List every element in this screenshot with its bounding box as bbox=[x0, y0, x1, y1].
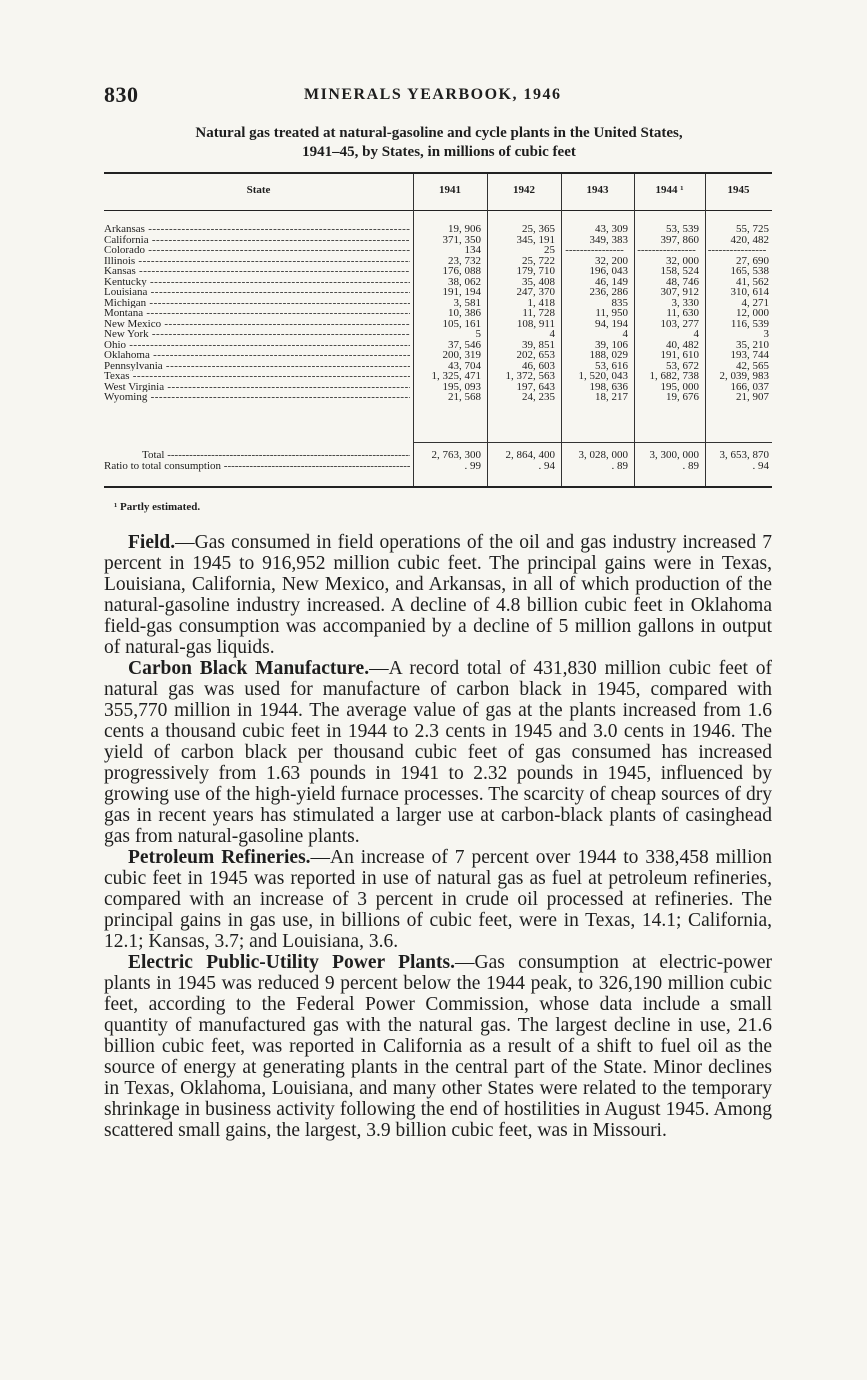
column-1941 bbox=[413, 224, 481, 403]
table-cell: 179, 710 bbox=[516, 265, 555, 277]
table-cell: 19, 676 bbox=[666, 391, 699, 403]
paragraph-text: —An increase of 7 percent over 1944 to 338,458 million cubic feet in 1945 was reported in use of natural gas as fuel at petroleum refineries, compared with an increase of 3 percent in crude oil processed at refineries. The principal gains in gas use, in billions of cubic feet, were in Texas, 14.1; California, 12.1; Kansas, 3.7; and Louisiana, 3.6. bbox=[104, 847, 772, 952]
table-top-rule bbox=[104, 172, 772, 174]
table-cell: 176, 088 bbox=[442, 265, 481, 277]
state-label: Michigan ----- bbox=[104, 298, 410, 309]
state-label: West Virginia ----- bbox=[104, 382, 410, 393]
table-cell: 24, 235 bbox=[522, 391, 555, 403]
table-cell: 247, 370 bbox=[516, 286, 555, 298]
table-cell: 42, 565 bbox=[736, 359, 769, 372]
table-cell: 11, 728 bbox=[522, 307, 555, 319]
table-cell: 35, 408 bbox=[522, 275, 555, 288]
table-cell: 197, 643 bbox=[516, 380, 555, 393]
table-cell: 2, 039, 983 bbox=[719, 370, 769, 382]
table-cell: 105, 161 bbox=[442, 317, 481, 330]
table-cell: 35, 210 bbox=[736, 338, 769, 351]
page-header bbox=[104, 82, 772, 112]
state-label: Louisiana ----- bbox=[104, 287, 410, 298]
total-label: Total ----- bbox=[104, 450, 410, 461]
table-cell: 25, 365 bbox=[522, 223, 555, 235]
table-cell: 188, 029 bbox=[589, 349, 628, 361]
table-cell: 202, 653 bbox=[516, 349, 555, 361]
table-cell: 1, 325, 471 bbox=[431, 370, 481, 382]
total-cell: 2, 763, 300 bbox=[431, 449, 481, 461]
table-cell: 10, 386 bbox=[448, 307, 481, 319]
table-cell: 5 bbox=[475, 328, 481, 340]
header-1943: 1943 bbox=[586, 184, 609, 196]
paragraph-carbon-black bbox=[104, 658, 772, 847]
paragraph-heading: Field. bbox=[128, 532, 176, 553]
table-caption bbox=[104, 124, 774, 162]
table-cell-empty: ---------------- bbox=[565, 245, 624, 256]
totals-1942 bbox=[487, 450, 555, 471]
table-cell: 53, 616 bbox=[595, 359, 628, 372]
total-cell: 3, 653, 870 bbox=[719, 449, 769, 461]
table-cell: 43, 704 bbox=[448, 359, 481, 372]
table-caption-line-2: 1941–45, by States, in millions of cubic feet bbox=[302, 144, 576, 160]
state-label: Arkansas ----- bbox=[104, 224, 410, 235]
table-cell: 53, 672 bbox=[666, 359, 699, 372]
paragraph-field bbox=[104, 532, 772, 658]
table-header-rule bbox=[104, 210, 772, 211]
table-cell: 39, 851 bbox=[522, 338, 555, 351]
paragraph-electric-utility bbox=[104, 952, 772, 1141]
table-cell: 193, 744 bbox=[730, 349, 769, 361]
column-1943 bbox=[561, 224, 628, 403]
table-cell: 4 bbox=[622, 328, 628, 340]
body-text bbox=[104, 532, 772, 1141]
table-cell: 397, 860 bbox=[660, 233, 699, 246]
state-label: Oklahoma ----- bbox=[104, 350, 410, 361]
table-cell: 53, 539 bbox=[666, 223, 699, 235]
table-cell: 3, 581 bbox=[453, 296, 481, 309]
state-label: Texas ----- bbox=[104, 371, 410, 382]
total-cell: 3, 028, 000 bbox=[578, 449, 628, 461]
table-cell: 310, 614 bbox=[730, 286, 769, 298]
state-label: California ----- bbox=[104, 235, 410, 246]
table-cell: 236, 286 bbox=[589, 286, 628, 298]
table-cell: 11, 630 bbox=[666, 307, 699, 319]
state-label: Wyoming ----- bbox=[104, 392, 410, 403]
table-cell: 371, 350 bbox=[442, 233, 481, 246]
table-cell: 198, 636 bbox=[589, 380, 628, 393]
total-cell: 2, 864, 400 bbox=[505, 449, 555, 461]
table-cell: 4, 271 bbox=[741, 296, 769, 309]
table-cell: 158, 524 bbox=[660, 265, 699, 277]
table-cell: 116, 539 bbox=[730, 317, 769, 330]
table-cell: 349, 383 bbox=[589, 233, 628, 246]
table-cell: 46, 149 bbox=[595, 275, 628, 288]
table-cell: 1, 520, 043 bbox=[578, 370, 628, 382]
table-cell: 1, 682, 738 bbox=[649, 370, 699, 382]
paragraph-petroleum-refineries bbox=[104, 847, 772, 952]
table-cell: 32, 200 bbox=[595, 254, 628, 267]
column-1942 bbox=[487, 224, 555, 403]
table-cell-empty: ---------------- bbox=[707, 245, 767, 256]
table-cell: 94, 194 bbox=[595, 317, 628, 330]
state-label: Montana ----- bbox=[104, 308, 410, 319]
table-cell: 27, 690 bbox=[736, 254, 769, 267]
table-cell: 1, 418 bbox=[527, 296, 555, 309]
table-cell: 37, 546 bbox=[448, 338, 481, 351]
table-cell: 3, 330 bbox=[671, 296, 699, 309]
table-cell: 21, 907 bbox=[736, 391, 769, 403]
table-cell: 165, 538 bbox=[730, 265, 769, 277]
table-cell-empty: ---------------- bbox=[637, 245, 696, 256]
table-cell: 41, 562 bbox=[736, 275, 769, 288]
state-label: Colorado ----- bbox=[104, 245, 410, 256]
header-1941: 1941 bbox=[439, 184, 461, 196]
paragraph-heading: Electric Public-Utility Power Plants. bbox=[128, 952, 455, 973]
totals-1943 bbox=[561, 450, 628, 471]
table-cell: 307, 912 bbox=[660, 286, 699, 298]
table-cell: 1, 372, 563 bbox=[505, 370, 555, 382]
header-1944: 1944 ¹ bbox=[655, 184, 684, 196]
ratio-cell: . 89 bbox=[611, 459, 628, 472]
state-label: Kentucky ----- bbox=[104, 277, 410, 288]
column-1944 bbox=[634, 224, 699, 403]
state-label: Illinois ----- bbox=[104, 256, 410, 267]
table-cell: 4 bbox=[693, 328, 699, 340]
table-cell: 191, 610 bbox=[660, 349, 699, 361]
table-cell: 108, 911 bbox=[516, 317, 555, 330]
totals-1944 bbox=[634, 450, 699, 471]
table-cell: 195, 000 bbox=[660, 380, 699, 393]
table-cell: 40, 482 bbox=[666, 338, 699, 351]
table-cell: 191, 194 bbox=[442, 286, 481, 298]
state-label: New York ----- bbox=[104, 329, 410, 340]
table-cell: 19, 906 bbox=[448, 223, 481, 235]
state-label: Pennsylvania ----- bbox=[104, 361, 410, 372]
paragraph-text: —A record total of 431,830 million cubic feet of natural gas was used for manufacture of carbon black in 1945, compared with 355,770 million in 1944. The average value of gas at the plants increased from 1.6 cents a thousand cubic feet in 1944 to 2.3 cents in 1945 and 3.0 cents in 1946. The yield of carbon black per thousand cubic feet of gas consumed has increased progressively from 1.63 pounds in 1941 to 2.32 pounds in 1945, influenced by growing use of the high-yield furnace processes. The scarcity of cheap sources of dry gas in recent years has stimulated a larger use at carbon-black plants of casinghead gas from natural-gasoline plants. bbox=[104, 658, 772, 847]
paragraph-text: —Gas consumption at electric-power plants in 1945 was reduced 9 percent below the 1944 peak, to 326,190 million cubic feet, according to the Federal Power Commission, whose data include a small quantity of manufactured gas with the natural gas. The largest decline in use, 21.6 billion cubic feet, was reported in California as a result of a shift to fuel oil as the source of energy at generating plants in the central part of the State. Minor declines in Texas, Oklahoma, Louisiana, and many other States were related to the temporary shrinkage in business activity following the end of hostilities in August 1945. Among scattered small gains, the largest, 3.9 billion cubic feet, was in Missouri. bbox=[104, 952, 772, 1141]
table-cell: 4 bbox=[549, 328, 555, 340]
table-cell: 55, 725 bbox=[736, 223, 769, 235]
state-label: New Mexico ----- bbox=[104, 319, 410, 330]
table-cell: 195, 093 bbox=[442, 380, 481, 393]
totals-labels bbox=[104, 450, 410, 472]
header-state: State bbox=[246, 184, 271, 196]
table-cell: 23, 732 bbox=[448, 254, 481, 267]
paragraph-heading: Petroleum Refineries. bbox=[128, 847, 311, 868]
paragraph-text: —Gas consumed in field operations of the oil and gas industry increased 7 percent in 1945 to 916,952 million cubic feet. The principal gains were in Texas, Louisiana, California, New Mexico, and Arkansas, in all of which production of the natural-gasoline industry increased. A decline of 4.8 billion cubic feet in Oklahoma field-gas consumption was accompanied by a decline of 5 million gallons in output of natural-gas liquids. bbox=[104, 532, 772, 658]
ratio-cell: . 94 bbox=[752, 459, 769, 472]
header-1945: 1945 bbox=[727, 184, 750, 196]
table-cell: 134 bbox=[464, 244, 481, 256]
table-cell: 196, 043 bbox=[589, 265, 628, 277]
table-cell: 25, 722 bbox=[522, 254, 555, 267]
totals-rule bbox=[413, 442, 772, 443]
table-cell: 46, 603 bbox=[522, 359, 555, 372]
table-footnote: ¹ Partly estimated. bbox=[114, 501, 201, 513]
table-cell: 103, 277 bbox=[660, 317, 699, 330]
ratio-cell: . 99 bbox=[464, 459, 481, 472]
table-cell: 48, 746 bbox=[666, 275, 699, 288]
ratio-label: Ratio to total consumption ----- bbox=[104, 461, 410, 472]
table-cell: 12, 000 bbox=[736, 307, 769, 319]
table-bottom-rule bbox=[104, 486, 772, 488]
state-label: Kansas ----- bbox=[104, 266, 410, 277]
totals-1941 bbox=[413, 450, 481, 471]
table-caption-line-1: Natural gas treated at natural-gasoline and cycle plants in the United States, bbox=[195, 125, 683, 141]
table-cell: 43, 309 bbox=[595, 223, 628, 235]
table-cell: 38, 062 bbox=[448, 275, 481, 288]
table-cell: 11, 950 bbox=[595, 307, 628, 319]
data-table bbox=[104, 170, 772, 490]
total-cell: 3, 300, 000 bbox=[649, 449, 699, 461]
table-cell: 835 bbox=[611, 296, 628, 309]
state-column bbox=[104, 224, 410, 403]
ratio-cell: . 89 bbox=[682, 459, 699, 472]
table-cell: 345, 191 bbox=[516, 233, 555, 246]
running-head: MINERALS YEARBOOK, 1946 bbox=[304, 86, 562, 103]
table-cell: 32, 000 bbox=[666, 254, 699, 267]
table-cell: 18, 217 bbox=[595, 391, 628, 403]
table-cell: 420, 482 bbox=[730, 233, 769, 246]
paragraph-heading: Carbon Black Manufacture. bbox=[128, 658, 370, 679]
column-1945 bbox=[705, 224, 769, 403]
table-cell: 166, 037 bbox=[730, 380, 769, 393]
table-cell: 200, 319 bbox=[442, 349, 481, 361]
table-cell: 21, 568 bbox=[448, 391, 481, 403]
table-cell: 39, 106 bbox=[595, 338, 628, 351]
table-cell: 3 bbox=[763, 328, 769, 340]
state-label: Ohio ----- bbox=[104, 340, 410, 351]
header-1942: 1942 bbox=[513, 184, 535, 196]
totals-1945 bbox=[705, 450, 769, 471]
ratio-cell: . 94 bbox=[538, 459, 555, 472]
page-number: 830 bbox=[104, 82, 139, 107]
table-cell: 25 bbox=[544, 244, 555, 256]
